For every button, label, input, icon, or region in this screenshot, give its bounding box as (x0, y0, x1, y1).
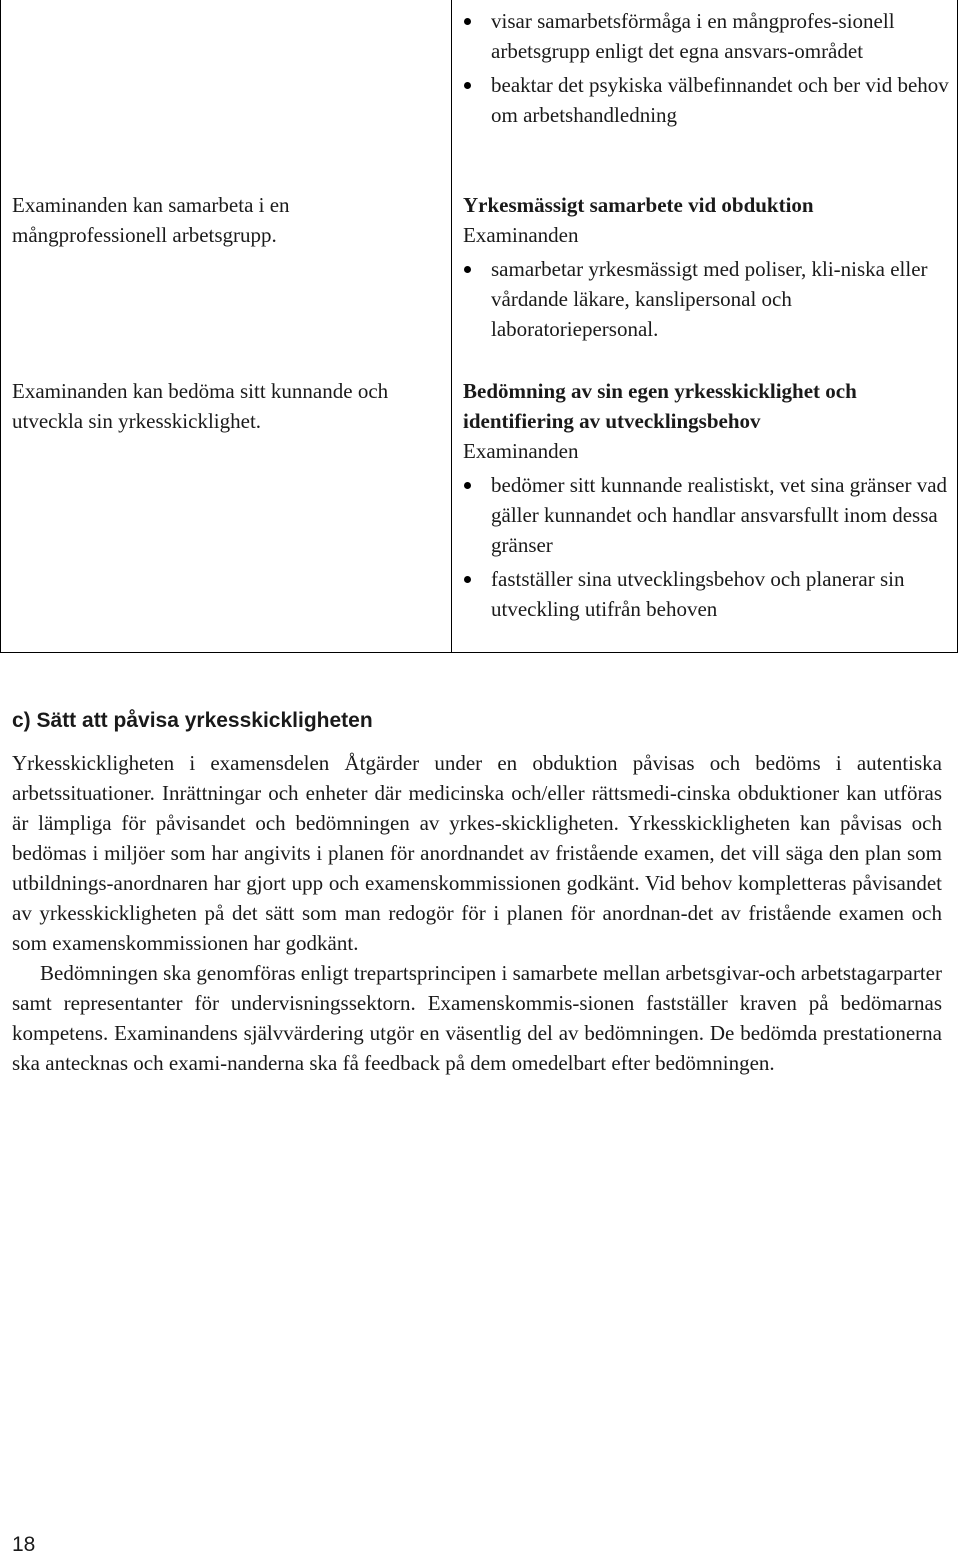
bullet-icon (464, 266, 471, 273)
section-c-title: c) Sätt att påvisa yrkesskickligheten (12, 709, 373, 732)
criterion-samarbeta: Examinanden kan samarbeta i en mångprofessionell arbetsgrupp. (12, 193, 290, 247)
table-column-divider (451, 0, 452, 653)
bedomning-subject: Examinanden (463, 439, 579, 463)
bullet-icon (464, 576, 471, 583)
bullet-icon (464, 18, 471, 25)
samarbete-heading: Yrkesmässigt samarbete vid obduktion (463, 193, 814, 217)
list-item: beaktar det psykiska välbefinnandet och ber vid behov om arbetshandledning (463, 70, 953, 130)
bedomning-bullet-list (463, 470, 953, 624)
list-item: samarbetar yrkesmässigt med poliser, kli-niska eller vårdande läkare, kanslipersonal och laboratoriepersonal. (463, 254, 953, 344)
page-number: 18 (12, 1533, 36, 1556)
list-item: bedömer sitt kunnande realistiskt, vet sina gränser vad gäller kunnandet och handlar ansvarsfullt inom dessa gränser (463, 470, 953, 560)
section-c-paragraph-1: Yrkesskickligheten i examensdelen Åtgärder under en obduktion påvisas och bedöms i autentiska arbetssituationer. Inrättningar och enheter där medicinska och/eller rättsmedi-cinska obduktioner kan utföras är lämpliga för påvisandet och bedömningen av yrkes-skickligheten. Yrkesskickligheten kan påvisas och bedömas i miljöer som har angivits i planen för anordnandet av fristående examen, det vill säga den plan som utbildnings-anordnaren har gjort upp och examenskommissionen godkänt. Vid behov kompletteras påvisandet av yrkesskickligheten på det sätt som man redogör för i planen för anordnan-det av fristående examen och som examenskommissionen har godkänt. (12, 751, 942, 955)
samarbete-block (463, 190, 953, 344)
bullet-icon (464, 82, 471, 89)
samarbete-bullet-list (463, 254, 953, 344)
list-item: fastställer sina utvecklingsbehov och planerar sin utveckling utifrån behoven (463, 564, 953, 624)
criterion-bedoma: Examinanden kan bedöma sitt kunnande och utveckla sin yrkesskicklighet. (12, 379, 389, 433)
top-bullet-list (463, 6, 953, 130)
top-bullet-block (463, 6, 953, 130)
bullet-icon (464, 482, 471, 489)
section-c-body (12, 748, 942, 1078)
samarbete-subject: Examinanden (463, 223, 579, 247)
bedomning-block (463, 376, 953, 624)
list-item: visar samarbetsförmåga i en mångprofes-sionell arbetsgrupp enligt det egna ansvars-området (463, 6, 953, 66)
section-c-paragraph-2: Bedömningen ska genomföras enligt trepartsprincipen i samarbete mellan arbetsgivar-och arbetstagarparter samt representanter för undervisningssektorn. Examenskommis-sionen fastställer kraven på bedömarnas kompetens. Examinandens självvärdering utgör en väsentlig del av bedömningen. De bedömda prestationerna ska antecknas och exami-nanderna ska få feedback på dem omedelbart efter bedömningen. (12, 961, 942, 1075)
bedomning-heading: Bedömning av sin egen yrkesskicklighet och identifiering av utvecklingsbehov (463, 379, 857, 433)
